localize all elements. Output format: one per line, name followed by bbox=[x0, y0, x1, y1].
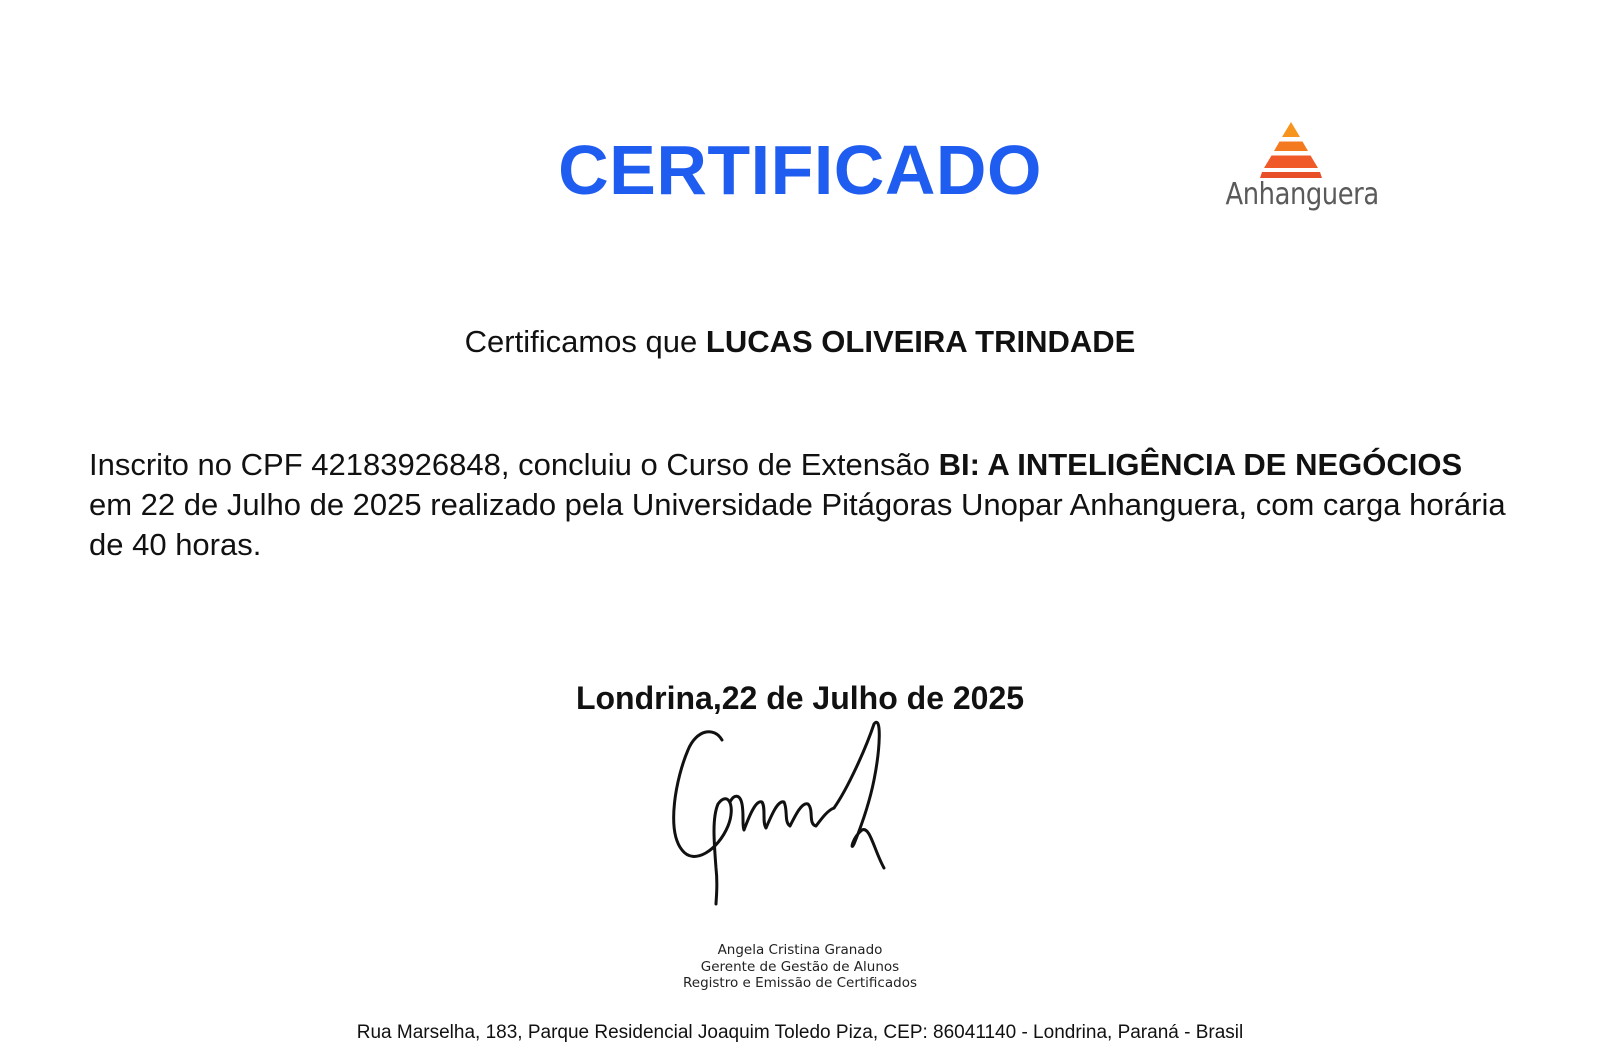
signer-name: Angela Cristina Granado bbox=[717, 942, 883, 958]
course-completion-paragraph bbox=[89, 445, 1509, 565]
certify-prefix: Certificamos que bbox=[464, 324, 706, 359]
institution-address: Rua Marselha, 183, Parque Residencial Joaquim Toledo Piza, CEP: 86041140 - Londrina, Paraná - Brasil bbox=[356, 1022, 1244, 1043]
signer-role: Gerente de Gestão de Alunos bbox=[700, 958, 900, 975]
anhanguera-logo bbox=[1215, 122, 1379, 222]
logo-wordmark: Anhanguera bbox=[1225, 177, 1379, 212]
course-name: BI: A INTELIGÊNCIA DE NEGÓCIOS bbox=[938, 447, 1463, 482]
signer-department: Registro e Emissão de Certificados bbox=[682, 975, 917, 991]
paragraph-intro: Inscrito no CPF 42183926848, concluiu o Curso de Extensão bbox=[89, 447, 939, 482]
student-name: LUCAS OLIVEIRA TRINDADE bbox=[705, 324, 1136, 359]
certificate-title: CERTIFICADO bbox=[558, 131, 1042, 209]
handwritten-signature bbox=[670, 718, 930, 933]
certify-statement bbox=[0, 322, 1600, 362]
paragraph-details: em 22 de Julho de 2025 realizado pela Universidade Pitágoras Unopar Anhanguera, com carga horária de 40 horas. bbox=[89, 487, 1506, 562]
signer-block bbox=[0, 942, 1600, 992]
anhanguera-triangle-logo-icon bbox=[1260, 122, 1322, 180]
place-and-date: Londrina,22 de Julho de 2025 bbox=[575, 680, 1025, 716]
